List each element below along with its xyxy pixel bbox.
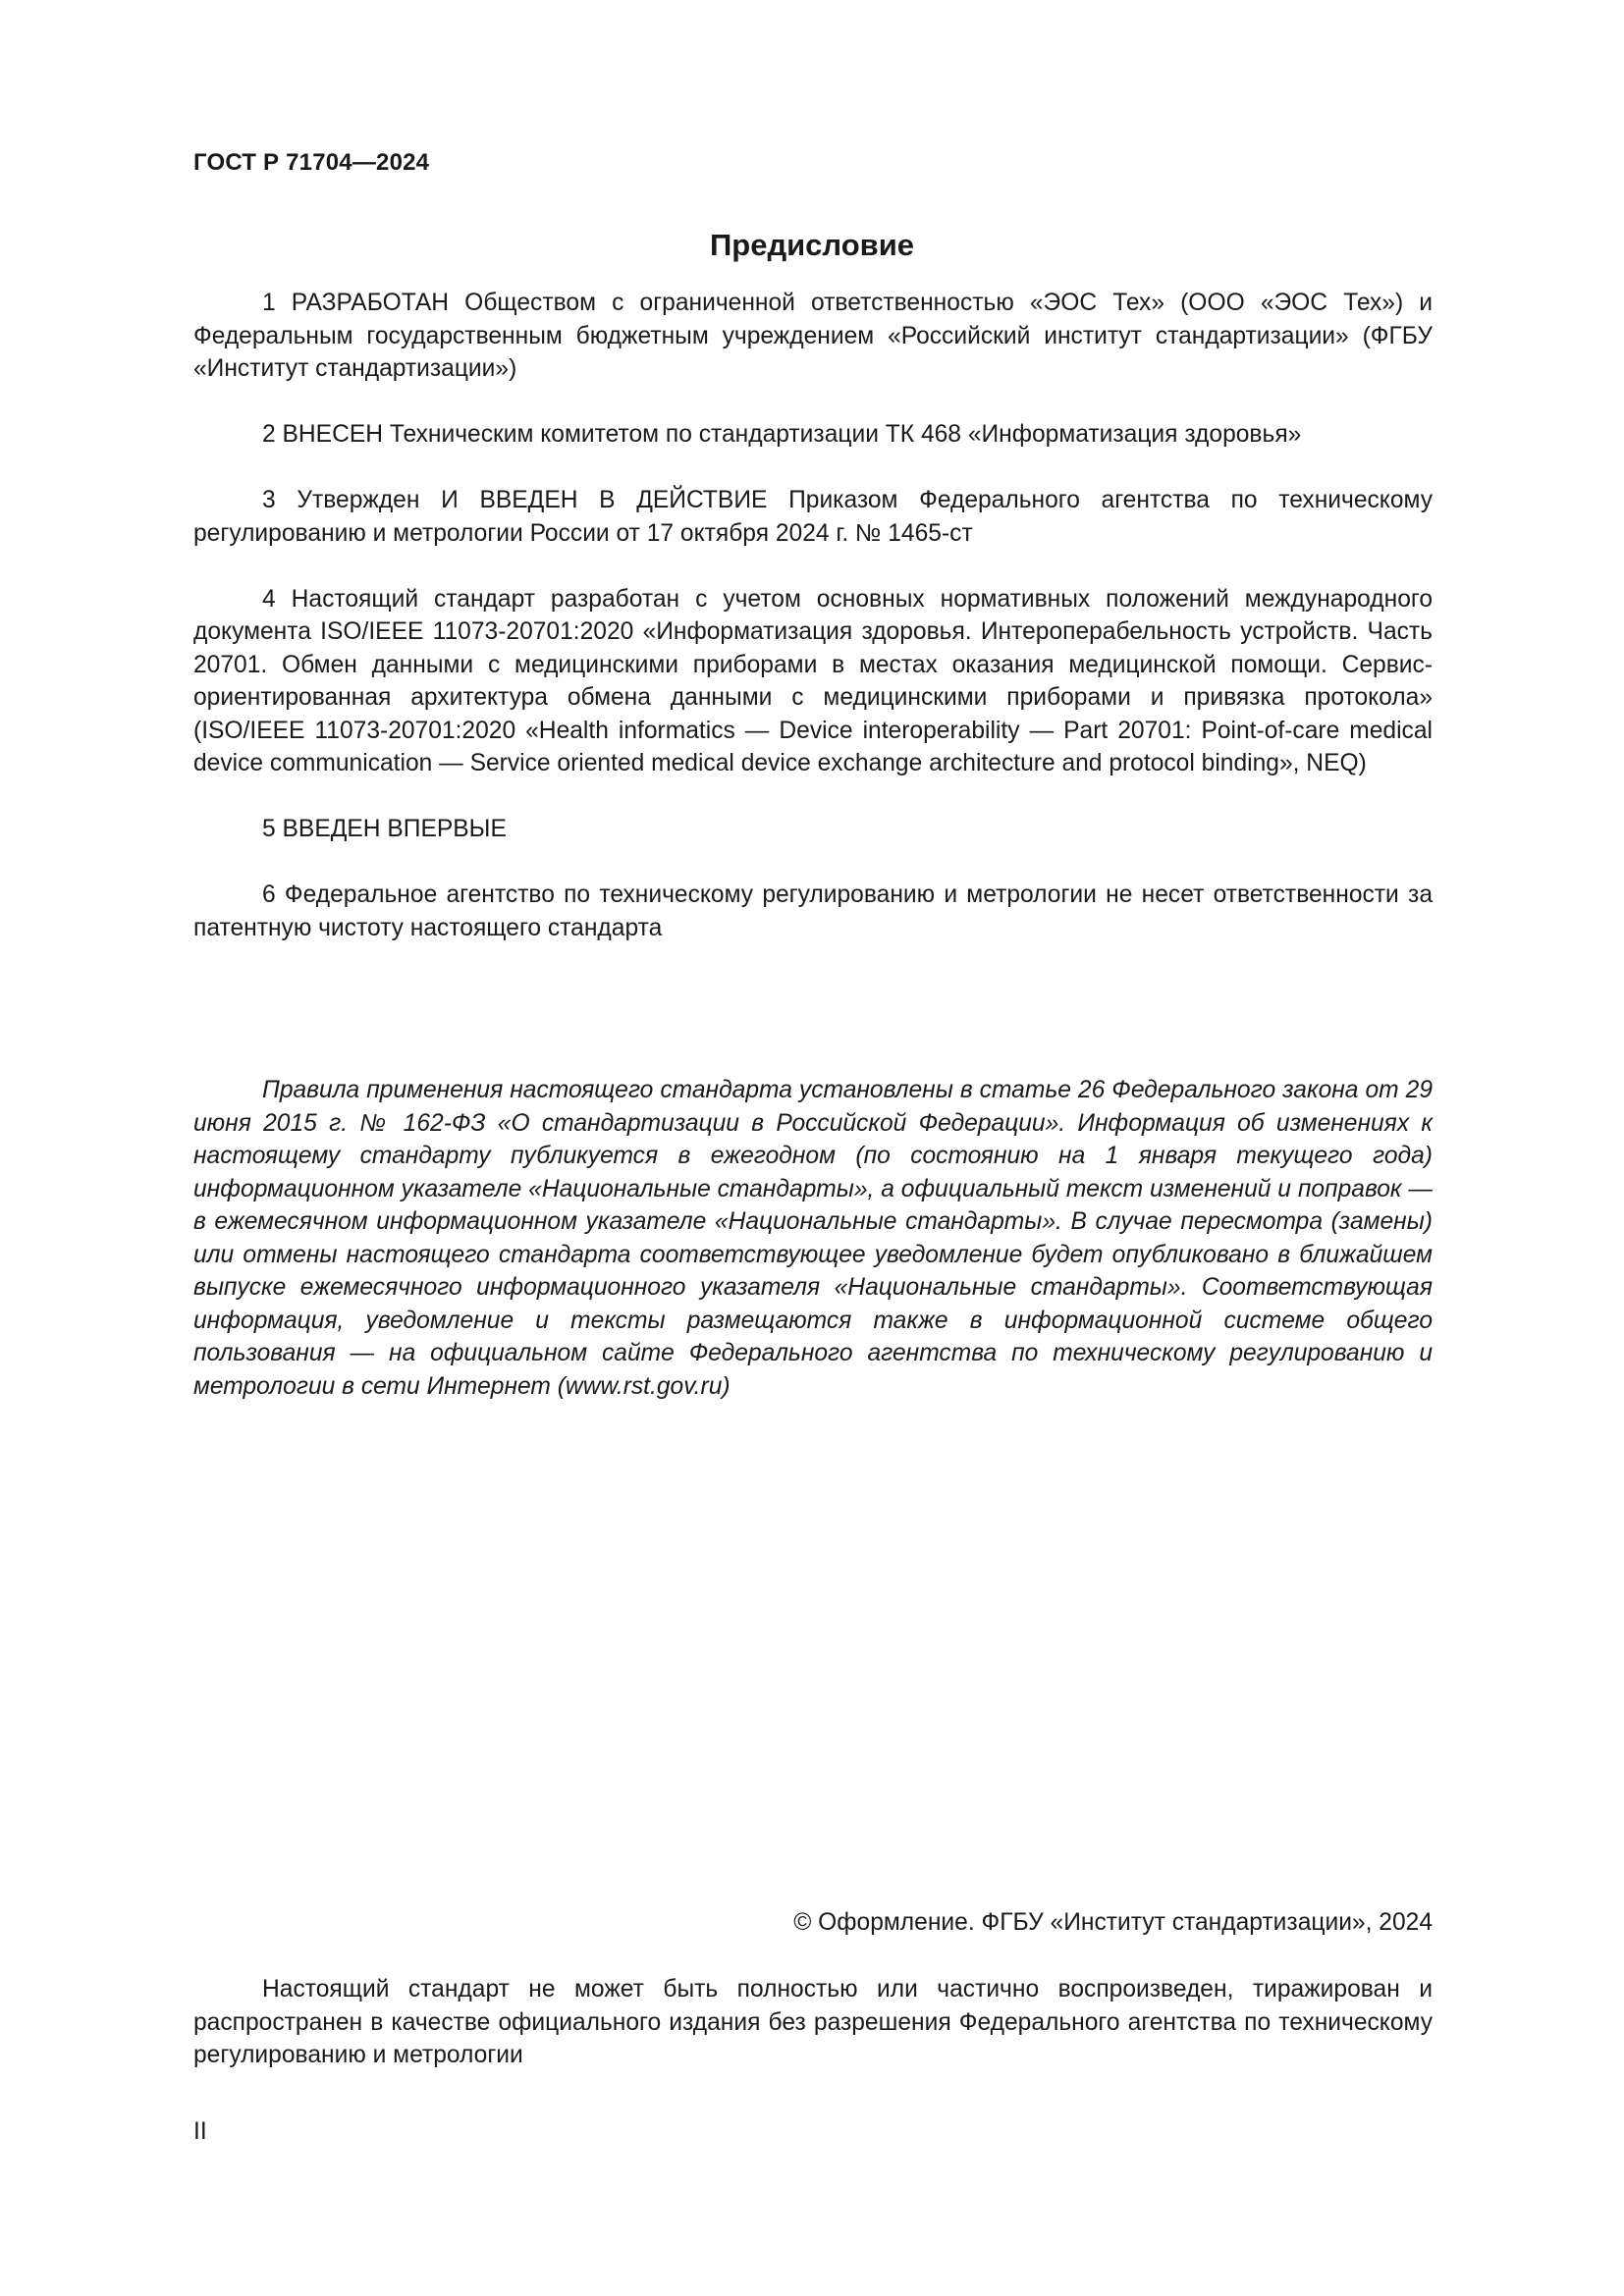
page-number: II (193, 2118, 207, 2145)
foreword-body (193, 287, 1433, 978)
foreword-item-6: 6 Федеральное агентство по техническому регулированию и метрологии не несет ответственности за патентную чистоту настоящего стандарта (193, 881, 1433, 941)
application-rules-notice: Правила применения настоящего стандарта установлены в статье 26 Федерального закона от 29 июня 2015 г. № 162-ФЗ «О стандартизации в Российской Федерации». Информация об изменениях к настоящему стандарту публикуется в ежегодном (по состоянию на 1 января текущего года) информационном указателе «Национальные стандарты», а официальный текст изменений и поправок — в ежемесячном информационном указателе «Национальные стандарты». В случае пересмотра (замены) или отмены настоящего стандарта соответствующее уведомление будет опубликовано в ближайшем выпуске ежемесячного информационного указателя «Национальные стандарты». Соответствующая информация, уведомление и тексты размещаются также в информационной системе общего пользования — на официальном сайте Федерального агентства по техническому регулированию и метрологии в сети Интернет (www.rst.gov.ru) (193, 1077, 1433, 1400)
foreword-item-5: 5 ВВЕДЕН ВПЕРВЫЕ (262, 816, 507, 842)
page-title: Предисловие (709, 228, 914, 262)
foreword-item-1: 1 РАЗРАБОТАН Обществом с ограниченной ответственностью «ЭОС Тех» (ООО «ЭОС Тех») и Федеральным государственным бюджетным учреждением «Российский институт стандартизации» (ФГБУ «Институт стандартизации») (193, 290, 1433, 382)
foreword-item-3: 3 Утвержден И ВВЕДЕН В ДЕЙСТВИЕ Приказом Федерального агентства по техническому регулированию и метрологии России от 17 октября 2024 г. № 1465-ст (193, 487, 1433, 547)
foreword-item-4: 4 Настоящий стандарт разработан с учетом основных нормативных положений международного документа ISO/IEEE 11073-20701:2020 «Информатизация здоровья. Интероперабельность устройств. Часть 20701. Обмен данными с медицинскими приборами в местах оказания медицинской помощи. Сервис-ориентированная архитектура обмена данными с медицинскими приборами и привязка протокола» (ISO/IEEE 11073-20701:2020 «Health informatics — Device interoperability — Part 20701: Point-of-care medical device communication — Service oriented medical device exchange architecture and protocol binding», NEQ) (193, 585, 1433, 776)
document-code: ГОСТ Р 71704—2024 (193, 149, 430, 176)
reproduction-disclaimer: Настоящий стандарт не может быть полностью или частично воспроизведен, тиражирован и распространен в качестве официального издания без разрешения Федерального агентства по техническому регулированию и метрологии (193, 1976, 1433, 2068)
foreword-item-2: 2 ВНЕСЕН Техническим комитетом по стандартизации ТК 468 «Информатизация здоровья» (262, 421, 1302, 448)
copyright-notice: © Оформление. ФГБУ «Институт стандартизации», 2024 (793, 1909, 1433, 1936)
